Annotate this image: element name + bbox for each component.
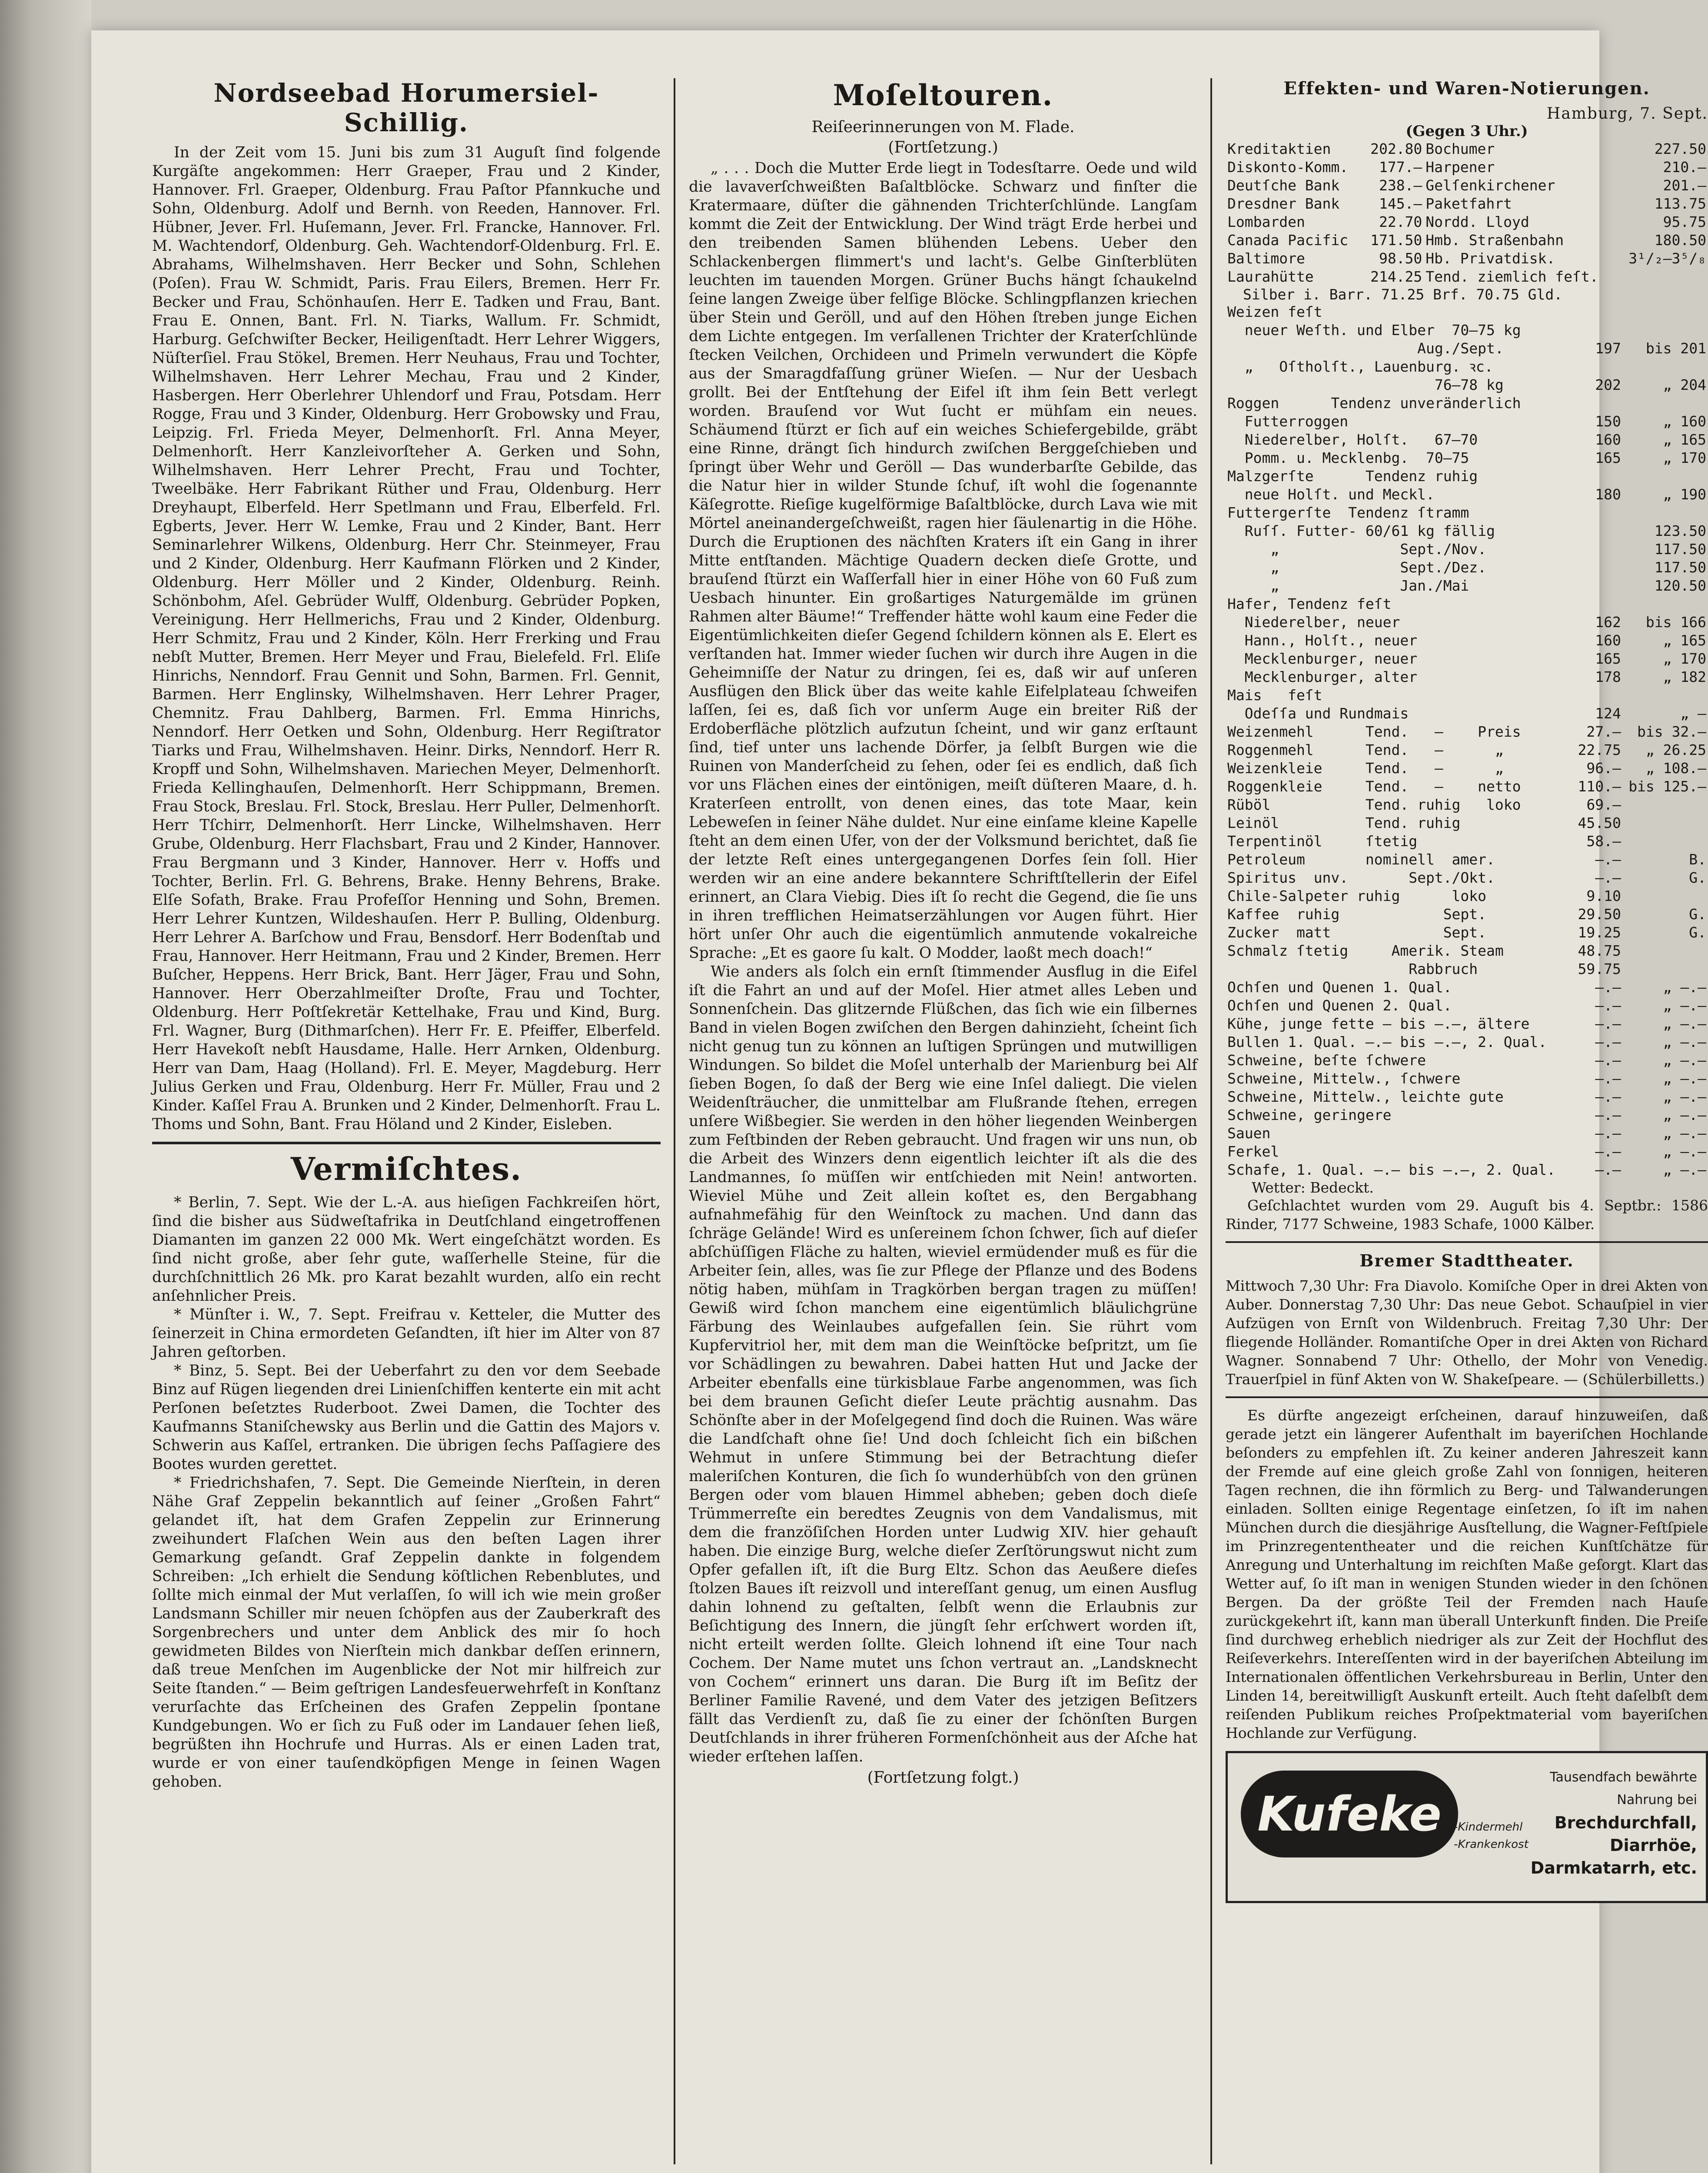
- table-cell: „ —.—: [1663, 1015, 1706, 1032]
- table-row: [1226, 978, 1708, 997]
- table-row: [1226, 540, 1708, 558]
- table-cell: „ —.—: [1663, 1106, 1706, 1123]
- table-cell: „ Oſtholſt., Lauenburg. ꝛc.: [1227, 358, 1493, 375]
- table-cell: Rüböl Tend. ruhig loko: [1227, 796, 1521, 813]
- table-cell: „ 26.25: [1645, 741, 1706, 758]
- table-cell: „ 108.—: [1645, 760, 1706, 777]
- table-cell: 197: [1595, 340, 1621, 357]
- table-cell: 22.70: [1379, 213, 1422, 230]
- table-cell: —.—: [1595, 1052, 1621, 1069]
- table-cell: Hmb. Straßenbahn: [1426, 232, 1564, 249]
- table-row: [1226, 942, 1708, 960]
- table-cell: 210.—: [1663, 159, 1706, 176]
- table-cell: Hb. Privatdisk.: [1426, 250, 1555, 267]
- table-cell: [1623, 887, 1708, 905]
- ad-text: Tausendfach bewährte Nahrung bei Brechdurchfall, Diarrhöe, Darmkatarrh, etc.: [1530, 1770, 1697, 1877]
- table-cell: —.—: [1595, 1106, 1621, 1123]
- table-cell: [1623, 960, 1708, 978]
- table-row: [1226, 321, 1708, 339]
- table-cell: Canada Pacific: [1227, 232, 1349, 249]
- table-cell: 113.75: [1654, 195, 1706, 212]
- table-cell: [1574, 522, 1623, 540]
- table-cell: 162: [1595, 614, 1621, 631]
- table-cell: [1623, 394, 1708, 412]
- table-cell: —.—: [1595, 1033, 1621, 1050]
- table-cell: B.: [1689, 851, 1706, 868]
- table-cell: Malzgerſte Tendenz ruhig: [1227, 468, 1478, 485]
- table-row: [1226, 1088, 1708, 1106]
- table-cell: Laurahütte: [1227, 268, 1314, 285]
- table-cell: 145.—: [1379, 195, 1422, 212]
- table-cell: 165: [1595, 650, 1621, 667]
- table-cell: [1623, 686, 1708, 704]
- table-cell: „ Jan./Mai: [1227, 577, 1469, 594]
- table-cell: 202: [1595, 376, 1621, 393]
- table-cell: Nordd. Lloyd: [1426, 213, 1529, 230]
- column-rule: [1210, 78, 1212, 2164]
- table-row: [1226, 504, 1708, 522]
- table-cell: [1574, 595, 1623, 613]
- table-cell: [1623, 358, 1708, 376]
- table-cell: Hann., Holſt., neuer: [1227, 632, 1418, 649]
- table-cell: [1574, 394, 1623, 412]
- page-edge: [0, 0, 91, 2173]
- table-cell: 45.50: [1578, 814, 1621, 831]
- ad-product-labels: -Kindermehl -Krankenkost: [1454, 1821, 1529, 1851]
- table-cell: Gelſenkirchener: [1426, 177, 1555, 194]
- table-cell: Futterroggen: [1227, 413, 1349, 430]
- table-cell: 160: [1595, 431, 1621, 448]
- table-cell: Mais feſt: [1227, 687, 1323, 704]
- table-cell: Mecklenburger, neuer: [1227, 650, 1418, 667]
- weather-note: Wetter: Bedeckt.: [1252, 1179, 1374, 1196]
- table-row: [1226, 777, 1708, 796]
- table-cell: Schweine, Mittelw., ſchwere: [1227, 1070, 1461, 1087]
- table-cell: [1574, 540, 1623, 558]
- table-cell: Petroleum nominell amer.: [1227, 851, 1495, 868]
- table-row: [1226, 924, 1708, 942]
- table-cell: „ —.—: [1663, 997, 1706, 1014]
- table-cell: bis 201: [1645, 340, 1706, 357]
- table-row: [1226, 869, 1708, 887]
- table-cell: —.—: [1595, 1088, 1621, 1105]
- table-cell: Odeſſa und Rundmais: [1227, 705, 1409, 722]
- column-middle: [689, 78, 1197, 2173]
- goods-table: [1226, 303, 1708, 1179]
- table-cell: Harpener: [1426, 159, 1495, 176]
- table-row: [1226, 1124, 1708, 1143]
- table-cell: —.—: [1595, 851, 1621, 868]
- news-friedrichshafen: * Friedrichshafen, 7. Sept. Die Gemeinde Nierſtein, in deren Nähe Graf Zeppelin bekanntlich auf ſeiner „Großen Fahrt“ gelandet iſt, hat dem Grafen Zeppelin zur Erinnerung zweihundert Flaſchen Wein aus den beſten Lagen ihrer Gemarkung geſandt. Graf Zeppelin dankte in folgendem Schreiben: „Ich erhielt die Sendung köſtlichen Rebenblutes, und ſollte mich einmal der Mut verlaſſen, ſo will ich wie mein großer Landsmann Schiller mir neuen ſchöpfen aus der Zauberkraft des Sorgenbrechers und unter dem Anblick des mir ſo hoch gewidmeten Bildes von Nierſtein mich dankbar deſſen erinnern, daß treue Menſchen im Augenblicke der Not mir hilfreich zur Seite ſtanden.“ — Beim geſtrigen Landesfeuerwehrfeſt in Konſtanz verurſachte das Erſcheinen des Grafen Zeppelin ſpontane Kundgebungen. Wo er ſich zu Fuß oder im Landauer ſehen ließ, begrüßten ihn Hochrufe und Hurras. Als er einen Laden trat, wurde er von einer tauſendköpfigen Menge in ſeinen Wagen gehoben.: [152, 1474, 661, 1791]
- table-cell: „ Sept./Dez.: [1227, 559, 1487, 576]
- market-heading: Effekten- und Waren-Notierungen.: [1283, 78, 1650, 99]
- table-cell: Weizen feſt: [1227, 303, 1323, 320]
- table-cell: [1574, 467, 1623, 485]
- table-row: [1226, 668, 1708, 686]
- table-cell: 124: [1595, 705, 1621, 722]
- table-cell: Terpentinöl ſtetig: [1227, 833, 1418, 850]
- table-cell: „ 170: [1663, 650, 1706, 667]
- table-cell: 98.50: [1379, 250, 1422, 267]
- table-cell: Dresdner Bank: [1227, 195, 1340, 212]
- table-cell: 227.50: [1654, 140, 1706, 157]
- table-cell: 95.75: [1663, 213, 1706, 230]
- article-subtitle: Reiſeerinnerungen von M. Flade.: [811, 118, 1075, 136]
- table-row: [1226, 158, 1708, 176]
- table-row: [1226, 960, 1708, 978]
- table-cell: [1574, 321, 1623, 339]
- table-cell: [1623, 796, 1708, 814]
- table-cell: „ —.—: [1663, 1052, 1706, 1069]
- table-cell: Schafe, 1. Qual. —.— bis —.—, 2. Qual.: [1227, 1161, 1555, 1178]
- table-cell: [1618, 268, 1708, 286]
- table-cell: 165: [1595, 449, 1621, 466]
- table-cell: [1623, 942, 1708, 960]
- table-cell: 178: [1595, 668, 1621, 685]
- table-cell: Ochſen und Quenen 2. Qual.: [1227, 997, 1452, 1014]
- theater-heading: Bremer Stadttheater.: [1359, 1251, 1574, 1270]
- table-cell: Tend. ziemlich feſt.: [1426, 268, 1598, 285]
- table-cell: 150: [1595, 413, 1621, 430]
- table-cell: Schweine, beſte ſchwere: [1227, 1052, 1426, 1069]
- table-row: [1226, 613, 1708, 631]
- table-cell: [1623, 467, 1708, 485]
- table-cell: Kreditaktien: [1227, 140, 1331, 157]
- table-row: [1226, 467, 1708, 485]
- table-cell: 3¹/₂—3⁵/₈: [1628, 250, 1706, 267]
- table-cell: Baltimore: [1227, 250, 1305, 267]
- article-body: „ . . . Doch die Mutter Erde liegt in Todesſtarre. Oede und wild die lavaverſchweißten Baſaltblöcke. Schwarz und finſter die Kratermaare, düſter die gähnenden Trichterſchlünde. Langſam kommt die Zeit der Entwicklung. Der Wind trägt Erde herbei und den treibenden Samen blühenden Lebens. Ueber den Schlackenbergen flimmert's und lacht's. Gelbe Ginſterblüten leuchten im tauenden Morgen. Grüner Buchs hängt ſchaukelnd ſeine langen Zweige über felſige Blöcke. Schlingpflanzen kriechen über Stein und Geröll, und auf den Höhen ſtreben junge Eichen dem Lichte entgegen. Im verſallenen Trichter der Kraterſchlünde ſtecken Veilchen, Orchideen und Primeln verwundert die Köpfe aus der Smaragdfaſſung grüner Wieſen. — Nur der Uesbach grollt. Bei der Entſtehung der Eifel iſt ihm ſein Bett verlegt worden. Brauſend vor Wut ſucht er mühſam ein neues. Schäumend ſtürzt er ſich auf ein weiches Schiefergebilde, gräbt eine Rinne, drängt ſich hindurch zwiſchen Berggeſchieben und ſpringt über Wehr und Geröll — Das wunderbarſte Gebilde, das die Natur hier in wilder Stunde ſchuf, iſt wohl die ſogenannte Käſegrotte. Rieſige kugelförmige Baſaltblöcke, durch Lava wie mit Mörtel aneinandergeſchweißt, ragen hier ſäulenartig in die Höhe. Durch die Eruptionen des nächſten Kraters iſt ein Gang in ihrer Mitte entſtanden. Mächtige Quadern decken dieſe Grotte, und brauſend ſtürzt ein Waſſerfall hier in einer Höhe von 60 Fuß zum Uesbach hinunter. Ein großartiges Naturgemälde im grünen Rahmen alter Bäume!“ Treffender hätte wohl kaum eine Feder die Eigentümlichkeiten dieſer Gegend ſchildern können als E. Elert es verſtanden hat. Immer wieder ſuchen wir durch ihre Augen in die Geheimniſſe der Natur zu dringen, ſei es, daß wir auf unſeren Ausflügen den Blick über das weite kahle Eifelplateau ſchweifen laſſen, ſei es, daß ſich vor unſerm Auge ein breiter Riß der Erdoberfläche plötzlich aufzutun ſcheint, und wir ganz erſtaunt ſind, tief unter uns lachende Dörfer, ja ſelbſt Burgen wie die Ruinen von Manderſcheid zu ſehen, oder ſei es endlich, daß ſich vor uns Flächen eines der eintönigen, meiſt düſteren Maare, d. h. Kraterſeen entrollt, von denen eines, das tote Maar, kein Lebeweſen in ſeiner Nähe duldet. Nur eine einſame kleine Kapelle ſteht an dem einen Ufer, von der der Volksmund berichtet, daß ſie der letzte Reſt eines untergegangenen Dorfes ſein ſoll. Hier werden wir an eine andere bekanntere Schriftſtellerin der Eifel erinnert, an Clara Viebig. Dies iſt ſo recht die Gegend, die ſie uns in ihren trefflichen Heimatserzählungen vor Augen führt. Hier hört unſer Ohr auch die eigentümlich anmutende vokalreiche Sprache: „Et es gaore ſu kalt. O Modder, laoßt mech doach!“ Wie anders als ſolch ein ernſt ſtimmender Ausflug in die Eifel iſt die Fahrt an und auf der Moſel. Hier atmet alles Leben und Sonnenſchein. Das glitzernde Flüßchen, das ſich wie ein ſilbernes Band in vielen Bogen zwiſchen den Bergen dahinzieht, ſcheint ſich nicht genug tun zu können an luſtigen Sprüngen und mutwilligen Windungen. So bildet die Moſel unterhalb der Marienburg bei Alf ſieben Bogen, ſo daß der Berg wie eine Inſel daliegt. Die vielen Weidenſträucher, die unmittelbar am Flußrande ſtehen, erregen unſere Wißbegier. Sie werden in den höher liegenden Weinbergen zum Feſtbinden der Reben gebraucht. Und fragen wir uns nun, ob die Arbeit des Winzers denn eigentlich leichter iſt als die des Landmannes, ſo müſſen wir entſchieden mit Nein! antworten. Wieviel Mühe und Zeit allein koſtet es, den Bergabhang aufnahmefähig für den Weinſtock zu machen. Und dann das ſchräge Gelände! Wird es unſereinem ſchon ſchwer, ſich auf dieſer abſchüſſigen Fläche zu halten, wieviel ermüdender muß es für die Arbeiter ſein, alles, was ſie zur Pflege der Pflanze und des Bodens nötig haben, mühſam in Tragkörben bergan tragen zu müſſen! Gewiß wird ſchon manchem eine eigentümlich bläulichgrüne Färbung des Weinlaubes aufgefallen ſein. Sie rührt vom Kupfervitriol her, mit dem man die Weinſtöcke beſpritzt, um ſie vor Schädlingen zu bewahren. Dabei hatten Hut und Jacke der Arbeiter ebenfalls eine türkisblaue Farbe angenommen, was ſich bei dem braunen Geſicht dieſer Leute prächtig ausnahm. Das Schönſte aber in der Moſelgegend ſind doch die Ruinen. Was wäre die Landſchaft ohne ſie! Und doch ſchleicht ſich ein bißchen Wehmut in unſere Stimmung bei der Betrachtung dieſer maleriſchen Konturen, die ſich ſo wunderhübſch von den grünen Bergen oder vom blauen Himmel abheben; geben doch dieſe Trümmerreſte ein beredtes Zeugnis von dem Vandalismus, mit dem die franzöſiſchen Horden unter Ludwig XIV. hier gehauſt haben. Die einzige Burg, welche dieſer Zerſtörungswut nicht zum Opfer gefallen iſt, iſt die Burg Eltz. Schon das Aeußere dieſes ſtolzen Baues iſt reizvoll und intereſſant genug, um einen Ausflug dahin lohnend zu geſtalten, ſelbſt wenn die Erlaubnis zur Beſichtigung des Innern, die jüngſt ſehr erſchwert worden iſt, nicht erteilt werden ſollte. Gleich lohnend iſt eine Tour nach Cochem. Der Name mutet uns ſchon vertraut an. „Landsknecht von Cochem“ erinnert uns daran. Die Burg iſt im Beſitz der Berliner Familie Ravené, und dem Vater des jetzigen Beſitzers fällt das Verdienſt zu, daß ſie zu einer der ſchönſten Burgen Deutſchlands in ihrer früheren Formenſchönheit aus der Aſche hat wieder erſtehen laſſen.: [689, 159, 1197, 1765]
- table-row: [1226, 704, 1708, 723]
- table-row: [1226, 558, 1708, 577]
- table-row: [1226, 759, 1708, 777]
- table-row: [1226, 213, 1708, 231]
- table-row: [1226, 268, 1708, 286]
- table-cell: [1574, 303, 1623, 321]
- table-cell: Pomm. u. Mecklenbg. 70—75: [1227, 449, 1469, 466]
- table-cell: „ 170: [1663, 449, 1706, 466]
- table-row: [1226, 723, 1708, 741]
- table-row: [1226, 394, 1708, 412]
- table-cell: —.—: [1595, 1070, 1621, 1087]
- news-muenster: * Münſter i. W., 7. Sept. Freifrau v. Ketteler, die Mutter des ſeinerzeit in China ermordeten Geſandten, iſt hier im Alter von 87 Jahren geſtorben.: [152, 1306, 661, 1361]
- table-cell: „ Sept./Nov.: [1227, 541, 1487, 558]
- table-cell: 120.50: [1654, 577, 1706, 594]
- market-place-date: Hamburg, 7. Sept.: [1546, 105, 1708, 123]
- table-cell: „ —.—: [1663, 1143, 1706, 1160]
- table-cell: [1574, 558, 1623, 577]
- table-cell: 110.—: [1578, 778, 1621, 795]
- table-row: [1226, 249, 1708, 268]
- table-cell: [1574, 358, 1623, 376]
- table-cell: 202.80: [1370, 140, 1422, 157]
- market-time: (Gegen 3 Uhr.): [1406, 123, 1528, 140]
- table-cell: Diskonto-Komm.: [1227, 159, 1349, 176]
- table-row: [1226, 832, 1708, 851]
- table-cell: —.—: [1595, 997, 1621, 1014]
- table-cell: „ 204: [1663, 376, 1706, 393]
- column-right: [1226, 78, 1708, 2173]
- table-cell: Ruſſ. Futter- 60/61 kg fällig: [1227, 522, 1495, 539]
- article-heading-moseltouren: Moſeltouren.: [833, 78, 1053, 112]
- table-cell: Paketfahrt: [1426, 195, 1512, 212]
- table-cell: „ 182: [1663, 668, 1706, 685]
- table-cell: Rabbruch: [1227, 960, 1478, 977]
- table-row: [1226, 887, 1708, 905]
- article-heading-horumersiel: Nordseebad Horumersiel-Schillig.: [213, 78, 599, 137]
- table-cell: Sauen: [1227, 1125, 1271, 1142]
- table-cell: [1623, 595, 1708, 613]
- table-cell: 201.—: [1663, 177, 1706, 194]
- table-cell: 9.10: [1586, 887, 1621, 904]
- table-row: [1226, 1051, 1708, 1070]
- table-cell: neue Holſt. und Meckl.: [1227, 486, 1435, 503]
- table-cell: Kühe, junge fette — bis —.—, ältere: [1227, 1015, 1530, 1032]
- table-row: [1226, 140, 1708, 158]
- silver-quote: Silber i. Barr. 71.25 Brf. 70.75 Gld.: [1243, 286, 1563, 303]
- table-cell: „ —.—: [1663, 1033, 1706, 1050]
- table-cell: Deutſche Bank: [1227, 177, 1340, 194]
- divider: [1226, 1396, 1708, 1398]
- table-cell: 160: [1595, 632, 1621, 649]
- table-cell: „ —.—: [1663, 1070, 1706, 1087]
- table-cell: [1623, 303, 1708, 321]
- table-cell: „ —.—: [1663, 979, 1706, 996]
- table-cell: —.—: [1595, 869, 1621, 886]
- table-cell: bis 166: [1645, 614, 1706, 631]
- table-cell: Weizenmehl Tend. — Preis: [1227, 723, 1521, 740]
- table-cell: „ 165: [1663, 431, 1706, 448]
- table-row: [1226, 686, 1708, 704]
- table-cell: Bochumer: [1426, 140, 1495, 157]
- table-cell: G.: [1689, 869, 1706, 886]
- table-cell: [1574, 577, 1623, 595]
- kufeke-advertisement: [1226, 1751, 1708, 1903]
- table-cell: bis 32.—: [1637, 723, 1706, 740]
- news-items: [152, 1193, 661, 1791]
- table-cell: „ 160: [1663, 413, 1706, 430]
- table-row: [1226, 376, 1708, 394]
- table-cell: Weizenkleie Tend. — „: [1227, 760, 1504, 777]
- table-row: [1226, 741, 1708, 759]
- table-row: [1226, 796, 1708, 814]
- table-cell: Mecklenburger, alter: [1227, 668, 1418, 685]
- table-cell: 238.—: [1379, 177, 1422, 194]
- table-cell: Zucker matt Sept.: [1227, 924, 1487, 941]
- table-cell: 117.50: [1654, 559, 1706, 576]
- table-row: [1226, 814, 1708, 832]
- table-cell: [1623, 321, 1708, 339]
- table-cell: Lombarden: [1227, 213, 1305, 230]
- news-berlin: * Berlin, 7. Sept. Wie der L.-A. aus hieſigen Fachkreiſen hört, ſind die bisher aus Südweſtafrika in Deutſchland eingetroffenen Diamanten im ganzen 22 000 Mk. Wert eingeſchätzt worden. Es ſind nicht große, aber ſehr gute, waſſerhelle Steine, für die durchſchnittlich 26 Mk. pro Karat bezahlt wurden, alſo ein recht anſehnlicher Preis.: [152, 1194, 661, 1305]
- table-cell: „ 190: [1663, 486, 1706, 503]
- table-cell: 96.—: [1586, 760, 1621, 777]
- table-cell: „ —.—: [1663, 1088, 1706, 1105]
- table-row: [1226, 176, 1708, 195]
- stock-table: [1226, 140, 1708, 286]
- kufeke-logo: Kufeke: [1241, 1771, 1458, 1857]
- table-cell: [1623, 814, 1708, 832]
- table-cell: Schweine, geringere: [1227, 1106, 1392, 1123]
- table-cell: Kaffee ruhig Sept.: [1227, 906, 1487, 923]
- bavaria-notice: Es dürfte angezeigt erſcheinen, darauf hinzuweiſen, daß gerade jetzt ein längerer Aufenthalt im bayeriſchen Hochlande beſonders zu empfehlen iſt. Zu keiner anderen Jahreszeit kann der Fremde auf eine gleich große Zahl von ſonnigen, heiteren Tagen rechnen, die ihn förmlich zu Berg- und Talwanderungen einladen. Sollten einige Regentage einſetzen, ſo iſt im nahen München durch die diesjährige Ausſtellung, die Wagner-Feſtſpiele im Prinzregententheater und die reichen Kunſtſchätze für Anregung und Unterhaltung im reichſten Maße geſorgt. Klart das Wetter auf, ſo iſt man in wenigen Stunden wieder in den ſchönen Bergen. Da der größte Teil der Fremden nach Hauſe zurückgekehrt iſt, kann man überall Unterkunft finden. Die Preiſe ſind durchweg erheblich niedriger als zur Zeit der Hochflut des Reiſeverkehrs. Intereſſenten wird in der bayeriſchen Abteilung im Internationalen öffentlichen Verkehrsbureau in Berlin, Unter den Linden 14, bereitwilligſt Auskunft erteilt. Auch ſteht daſelbſt dem reiſenden Publikum reiches Proſpektmaterial vom bayeriſchen Hochlande zur Verfügung.: [1226, 1407, 1708, 1741]
- table-cell: 48.75: [1578, 942, 1621, 959]
- table-cell: Schmalz ſtetig Amerik. Steam: [1227, 942, 1504, 959]
- table-cell: —.—: [1595, 979, 1621, 996]
- table-cell: [1574, 504, 1623, 522]
- table-row: [1226, 339, 1708, 358]
- table-row: [1226, 1015, 1708, 1033]
- table-cell: Niederelber, neuer: [1227, 614, 1400, 631]
- to-be-continued: (Fortſetzung folgt.): [867, 1769, 1019, 1787]
- table-cell: 171.50: [1370, 232, 1422, 249]
- table-row: [1226, 1033, 1708, 1051]
- table-cell: G.: [1689, 906, 1706, 923]
- table-cell: Futtergerſte Tendenz ſtramm: [1227, 504, 1469, 521]
- table-cell: 19.25: [1578, 924, 1621, 941]
- column-left: [152, 78, 661, 2173]
- table-cell: 180: [1595, 486, 1621, 503]
- table-cell: [1574, 686, 1623, 704]
- table-row: [1226, 1106, 1708, 1124]
- table-row: [1226, 522, 1708, 540]
- table-cell: „ 165: [1663, 632, 1706, 649]
- table-cell: [1623, 504, 1708, 522]
- table-cell: 76—78 kg: [1227, 376, 1504, 393]
- table-cell: 177.—: [1379, 159, 1422, 176]
- table-cell: bis 125.—: [1628, 778, 1706, 795]
- news-binz: * Binz, 5. Sept. Bei der Ueberfahrt zu den vor dem Seebade Binz auf Rügen liegenden drei Linienſchiffen kenterte ein mit acht Perſonen beſetztes Ruderboot. Zwei Damen, die Tochter des Kaufmanns Staniſchewsky aus Berlin und die Gattin des Majors v. Schwerin aus Kaſſel, ertranken. Die übrigen ſechs Paſſagiere des Bootes wurden gerettet.: [152, 1362, 661, 1473]
- table-row: [1226, 1161, 1708, 1179]
- table-row: [1226, 1143, 1708, 1161]
- table-cell: 117.50: [1654, 541, 1706, 558]
- table-cell: 69.—: [1586, 796, 1621, 813]
- table-cell: G.: [1689, 924, 1706, 941]
- table-cell: „ —.—: [1663, 1161, 1706, 1178]
- table-cell: 59.75: [1578, 960, 1621, 977]
- table-row: [1226, 650, 1708, 668]
- table-cell: Ochſen und Quenen 1. Qual.: [1227, 979, 1452, 996]
- table-cell: 214.25: [1370, 268, 1422, 285]
- table-cell: 123.50: [1654, 522, 1706, 539]
- theater-program: Mittwoch 7,30 Uhr: Fra Diavolo. Komiſche Oper in drei Akten von Auber. Donnerstag 7,30 Uhr: Das neue Gebot. Schauſpiel in vier Aufzügen von Ernſt von Wildenbruch. Freitag 7,30 Uhr: Der fliegende Holländer. Romantiſche Oper in drei Akten von Richard Wagner. Sonnabend 7 Uhr: Othello, der Mohr von Venedig. Trauerſpiel in fünf Akten von W. Shakeſpeare. — (Schülerbilletts.): [1226, 1277, 1708, 1388]
- table-cell: Roggenkleie Tend. — netto: [1227, 778, 1521, 795]
- table-cell: 22.75: [1578, 741, 1621, 758]
- table-cell: Bullen 1. Qual. —.— bis —.—, 2. Qual.: [1227, 1033, 1547, 1050]
- article-continuation-note: (Fortſetzung.): [888, 139, 998, 156]
- table-cell: —.—: [1595, 1125, 1621, 1142]
- table-cell: „ —: [1680, 705, 1706, 722]
- table-row: [1226, 231, 1708, 249]
- table-cell: Aug./Sept.: [1227, 340, 1504, 357]
- section-heading-vermischtes: Vermiſchtes.: [152, 1142, 661, 1187]
- table-row: [1226, 997, 1708, 1015]
- table-cell: Roggenmehl Tend. — „: [1227, 741, 1504, 758]
- table-row: [1226, 595, 1708, 613]
- table-row: [1226, 631, 1708, 650]
- table-cell: —.—: [1595, 1015, 1621, 1032]
- table-cell: Leinöl Tend. ruhig: [1227, 814, 1461, 831]
- table-cell: 58.—: [1586, 833, 1621, 850]
- table-cell: 27.—: [1586, 723, 1621, 740]
- table-row: [1226, 1070, 1708, 1088]
- guest-list: In der Zeit vom 15. Juni bis zum 31 Auguſt ſind folgende Kurgäſte angekommen: Herr Graeper, Frau und 2 Kinder, Hannover. Frl. Graeper, Oldenburg. Frau Paſtor Pfannkuche und Sohn, Oldenburg. Adolf und Bernh. von Reeden, Hannover. Frl. Hübner, Jever. Frl. Huſemann, Jever. Frl. Francke, Hannover. Frl. M. Wachtendorf, Oldenburg. Geh. Wachtendorf-Oldenburg. Frl. E. Abrahams, Wilhelmshaven. Herr Becker und Sohn, Schlehen (Poſen). Frau W. Schmidt, Paris. Frau Eilers, Bremen. Herr Fr. Becker und Frau, Schönhauſen. Herr E. Tadken und Frau, Bant. Frau E. Onnen, Bant. Frl. N. Tiarks, Wallum. Fr. Schmidt, Harburg. Geſchwiſter Becker, Heiligenſtadt. Herr Lehrer Wiggers, Nüſterſiel. Frau Stökel, Bremen. Herr Neuhaus, Frau und Tochter, Wilhelmshaven. Herr Lehrer Mechau, Frau und 2 Kinder, Hasbergen. Herr Oberlehrer Uhlendorf und Frau, Potsdam. Herr Rogge, Frau und 3 Kinder, Oldenburg. Herr Grobowsky und Frau, Leipzig. Frl. Frieda Meyer, Delmenhorſt. Frl. Anna Meyer, Delmenhorſt. Herr Kanzleivorſteher A. Gerken und Sohn, Wilhelmshaven. Herr Lehrer Precht, Frau und Tochter, Tweelbäke. Herr Fabrikant Rüther und Frau, Oldenburg. Herr Dreyhaupt, Elberfeld. Herr Spetlmann und Frau, Elberfeld. Frl. Egberts, Jever. Herr W. Lemke, Frau und 2 Kinder, Bant. Herr Seminarlehrer Wilkens, Oldenburg. Herr Chr. Steinmeyer, Frau und 2 Kinder, Oldenburg. Herr Kaufmann Flörken und 2 Kinder, Oldenburg. Herr Möller und 2 Kinder, Oldenburg. Reinh. Schönbohm, Aſel. Gebrüder Wulff, Oldenburg. Gebrüder Popken, Vereinigung. Herr Hellmerichs, Frau und 2 Kinder, Oldenburg. Herr Schmitz, Frau und 2 Kinder, Köln. Herr Frerking und Frau nebſt Mutter, Bremen. Herr Meyer und Frau, Bielefeld. Frl. Eliſe Hinrichs, Nenndorf. Frau Gennit und Sohn, Barmen. Frl. Gennit, Barmen. Herr Englinsky, Wilhelmshaven. Herr Lehrer Prager, Chemnitz. Frau Dahlberg, Barmen. Frl. Emma Hinrichs, Nenndorf. Herr Oetken und Sohn, Oldenburg. Herr Regiſtrator Tiarks und Frau, Wilhelmshaven. Heinr. Dirks, Nenndorf. Herr R. Kropff und Sohn, Wilhelmshaven. Mariechen Meyer, Delmenhorſt. Frieda Kellinghauſen, Delmenhorſt. Herr Schippmann, Bremen. Frau Stock, Breslau. Frl. Stock, Breslau. Herr Puller, Delmenhorſt. Herr Tſchirr, Delmenhorſt. Herr Lincke, Wilhelmshaven. Herr Grube, Oldenburg. Herr Flachsbart, Frau und 2 Kinder, Hannover. Frau Bergmann und 3 Kinder, Hannover. Herr v. Hoffs und Tochter, Berlin. Frl. G. Behrens, Brake. Henny Behrens, Brake. Elſe Sofath, Brake. Frau Profeſſor Henning und Sohn, Bremen. Herr Lehrer Kuntzen, Wildeshauſen. Herr P. Bulling, Oldenburg. Herr Lehrer A. Barſchow und Frau, Bensdorf. Herr Bodenſtab und Frau, Hannover. Herr Heitmann, Frau und 2 Kinder, Bremen. Herr Buſcher, Heppens. Herr Brick, Bant. Herr Jäger, Frau und Sohn, Hannover. Herr Oberzahlmeiſter Droſte, Frau und Tochter, Oldenburg. Herr Poſtſekretär Kettelhake, Frau und Kind, Burg. Frl. Wagner, Burg (Dithmarſchen). Herr Fr. E. Pfeiffer, Elberfeld. Herr Havekoſt nebſt Hausdame, Halle. Herr Arnken, Oldenburg. Herr van Dam, Haag (Holland). Frl. E. Meyer, Magdeburg. Herr Julius Gerken und Frau, Oldenburg. Herr Fr. Müller, Frau und 2 Kinder. Kaſſel Frau A. Brunken und 2 Kinder, Delmenhorſt. Frau L. Thoms und Sohn, Bant. Frau Höland und 2 Kinder, Eisleben.: [152, 144, 661, 1133]
- table-cell: „ —.—: [1663, 1125, 1706, 1142]
- divider: [1226, 1241, 1708, 1243]
- table-cell: Spiritus unv. Sept./Okt.: [1227, 869, 1495, 886]
- table-row: [1226, 358, 1708, 376]
- column-rule: [674, 78, 675, 2164]
- table-row: [1226, 449, 1708, 467]
- table-cell: [1623, 832, 1708, 851]
- table-cell: Ferkel: [1227, 1143, 1279, 1160]
- table-cell: Niederelber, Holſt. 67—70: [1227, 431, 1478, 448]
- table-row: [1226, 431, 1708, 449]
- newspaper-page: [91, 30, 1708, 2173]
- table-cell: Hafer, Tendenz feſt: [1227, 595, 1392, 612]
- table-row: [1226, 303, 1708, 321]
- table-row: [1226, 195, 1708, 213]
- table-cell: Chile-Salpeter ruhig loko: [1227, 887, 1487, 904]
- table-row: [1226, 905, 1708, 924]
- table-cell: Schweine, Mittelw., leichte gute: [1227, 1088, 1504, 1105]
- table-cell: —.—: [1595, 1143, 1621, 1160]
- table-cell: 29.50: [1578, 906, 1621, 923]
- slaughter-note: Geſchlachtet wurden vom 29. Auguſt bis 4. Septbr.: 1586 Rinder, 7177 Schweine, 1983 Schafe, 1000 Kälber.: [1226, 1197, 1708, 1233]
- table-cell: neuer Weſth. und Elber 70—75 kg: [1227, 322, 1521, 339]
- table-row: [1226, 577, 1708, 595]
- table-cell: Roggen Tendenz unveränderlich: [1227, 395, 1521, 412]
- table-row: [1226, 485, 1708, 504]
- table-row: [1226, 412, 1708, 431]
- table-cell: —.—: [1595, 1161, 1621, 1178]
- table-row: [1226, 851, 1708, 869]
- table-cell: 180.50: [1654, 232, 1706, 249]
